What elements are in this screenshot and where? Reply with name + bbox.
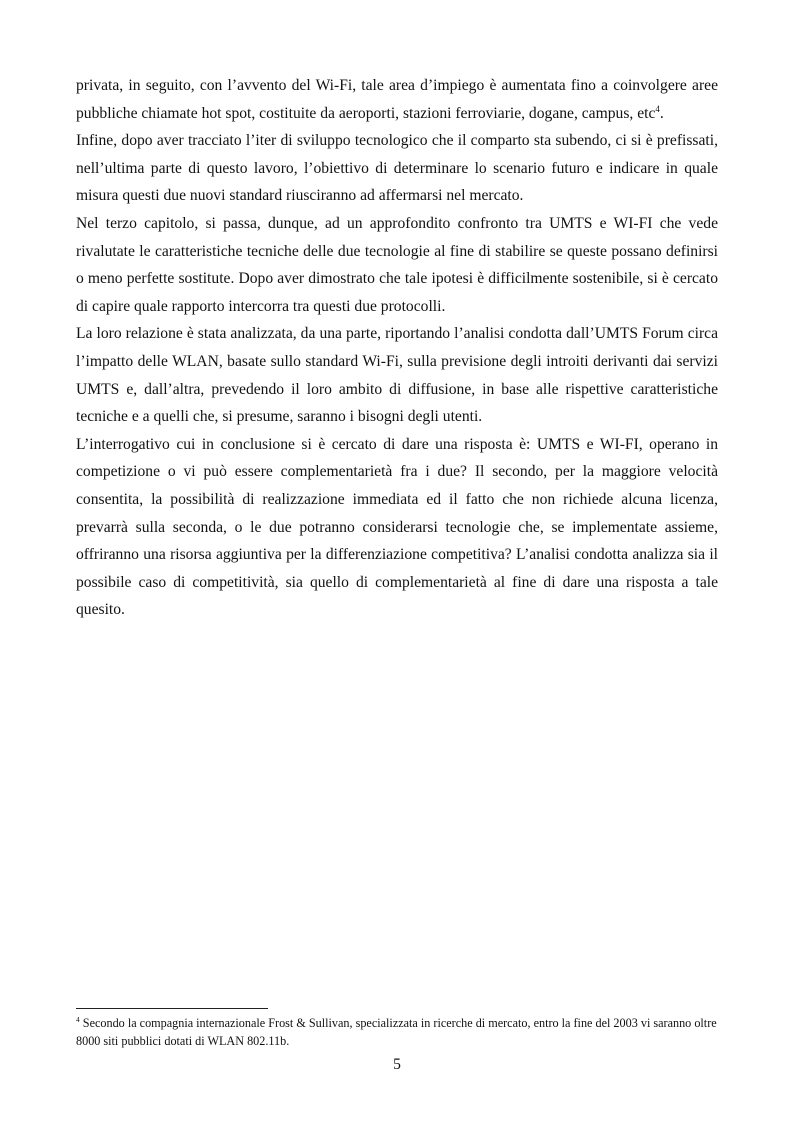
footnote-reference[interactable]: 4: [655, 103, 660, 114]
footnote-separator: [76, 1008, 268, 1009]
paragraph-1-tail: .: [659, 104, 664, 122]
page-number: 5: [393, 1056, 401, 1073]
paragraph-1-text: privata, in seguito, con l’avvento del Wi-Fi, tale area d’impiego è aumentata fino a coinvolgere aree pubbliche chiamate hot spot, costituite da aeroporti, stazioni ferroviarie, dogane, campus, etc: [76, 77, 718, 122]
paragraph-5: L’interrogativo cui in conclusione si è cercato di dare una risposta è: UMTS e WI-FI, operano in competizione o vi può essere complementarietà fra i due? Il secondo, per la maggiore velocità consentita, la possibilità di realizzazione immediata ed il fatto che non richiede alcuna licenza, prevarrà sulla seconda, o le due potranno considerarsi tecnologie che, se implementate assieme, offriranno una risorsa aggiuntiva per la differenziazione competitiva? L’analisi condotta analizza sia il possibile caso di competitività, sia quello di complementarietà al fine di dare una risposta a tale quesito.: [76, 435, 718, 619]
footnote-text: Secondo la compagnia internazionale Frost & Sullivan, specializzata in ricerche di mercato, entro la fine del 2003 vi saranno oltre 8000 siti pubblici dotati di WLAN 802.11b.: [76, 1016, 717, 1048]
paragraph-3: Nel terzo capitolo, si passa, dunque, ad un approfondito confronto tra UMTS e WI-FI che vede rivalutate le caratteristiche tecniche delle due tecnologie al fine di stabilire se queste possano definirsi o meno perfette sostitute. Dopo aver dimostrato che tale ipotesi è difficilmente sostenibile, si è cercato di capire quale rapporto intercorra tra questi due protocolli.: [76, 214, 718, 315]
paragraph-2: Infine, dopo aver tracciato l’iter di sviluppo tecnologico che il comparto sta subendo, ci si è prefissati, nell’ultima parte di questo lavoro, l’obiettivo di determinare lo scenario futuro e indicare in quale misura questi due nuovi standard riusciranno ad affermarsi nel mercato.: [76, 132, 718, 205]
paragraph-4: La loro relazione è stata analizzata, da una parte, riportando l’analisi condotta dall’UMTS Forum circa l’impatto delle WLAN, basate sullo standard Wi-Fi, sulla previsione degli introiti derivanti dai servizi UMTS e, dall’altra, prevedendo il loro ambito di diffusione, in base alle rispettive caratteristiche tecniche e a quelli che, si presume, saranno i bisogni degli utenti.: [76, 325, 718, 426]
footnote: [76, 1014, 718, 1050]
footnote-number: 4: [76, 1014, 80, 1024]
paragraph-1: [76, 72, 718, 127]
body-text: [76, 72, 718, 624]
